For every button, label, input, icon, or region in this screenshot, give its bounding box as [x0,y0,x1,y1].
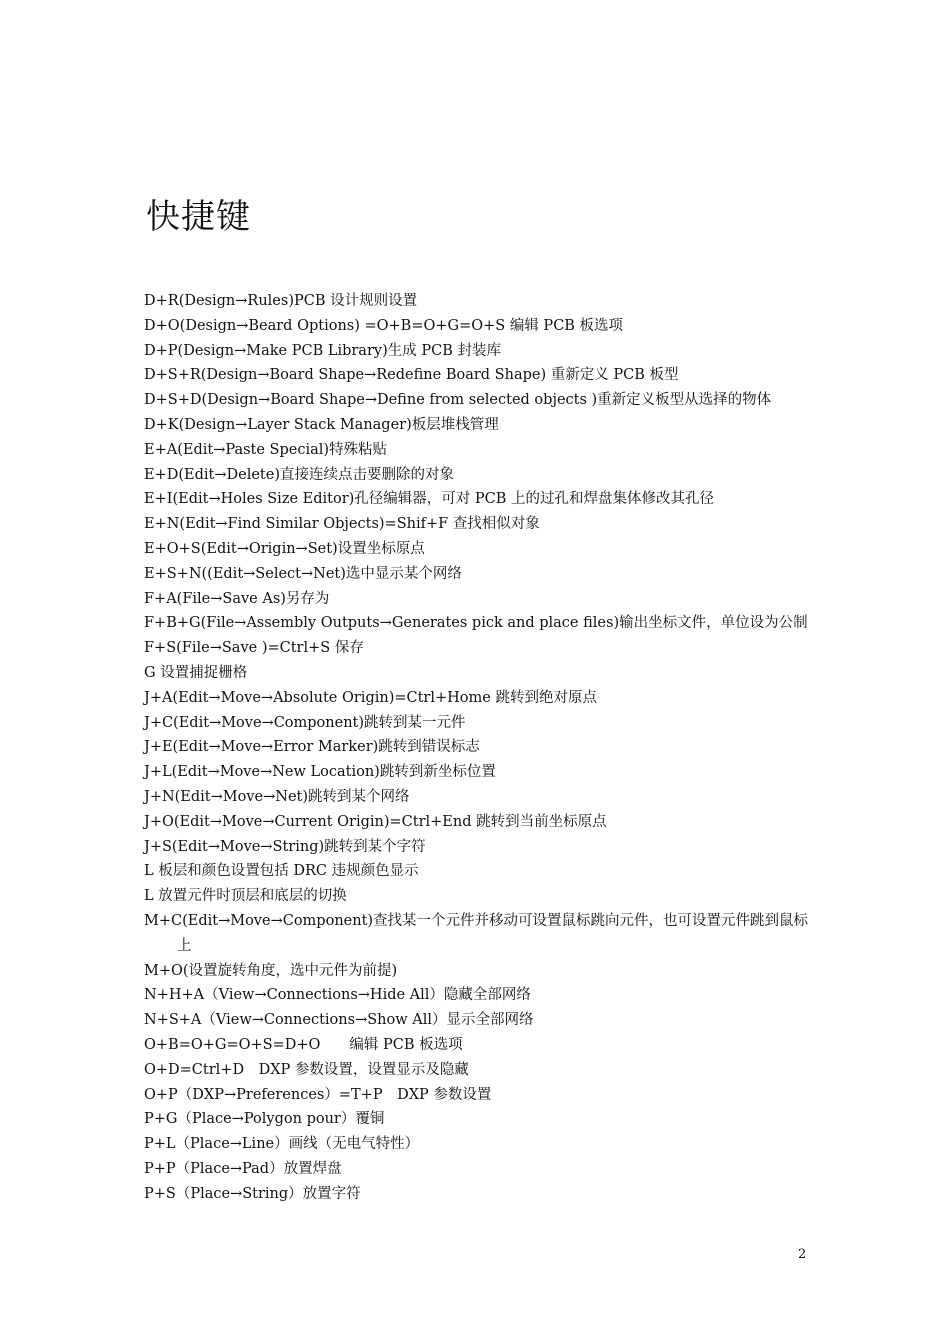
shortcut-item: P+G（Place→Polygon pour）覆铜 [144,1111,385,1128]
shortcut-item: J+S(Edit→Move→String)跳转到某个字符 [144,838,426,855]
shortcut-item: F+S(File→Save )=Ctrl+S 保存 [144,640,364,657]
shortcut-item: L 放置元件时顶层和底层的切换 [144,888,347,905]
shortcut-item: J+L(Edit→Move→New Location)跳转到新坐标位置 [144,764,496,781]
shortcut-item: L 板层和颜色设置包括 DRC 违规颜色显示 [144,863,419,880]
shortcut-item: J+O(Edit→Move→Current Origin)=Ctrl+End 跳转到当前坐标原点 [144,813,607,830]
shortcut-item: E+O+S(Edit→Origin→Set)设置坐标原点 [144,540,425,557]
shortcut-list [144,289,820,1206]
shortcut-item: D+R(Design→Rules)PCB 设计规则设置 [144,293,418,309]
shortcut-item: M+C(Edit→Move→Component)查找某一个元件并移动可设置鼠标跳向元件，也可设置元件跳到鼠标上 [144,912,809,954]
shortcut-item: N+S+A（View→Connections→Show All）显示全部网络 [144,1012,534,1029]
shortcut-item: E+A(Edit→Paste Special)特殊粘贴 [144,441,388,458]
shortcut-item: J+N(Edit→Move→Net)跳转到某个网络 [144,788,410,805]
page-number: 2 [798,1247,807,1262]
shortcut-item: O+P（DXP→Preferences）=T+P DXP 参数设置 [144,1086,492,1103]
shortcut-item: G 设置捕捉栅格 [144,664,248,681]
shortcut-item: O+D=Ctrl+D DXP 参数设置，设置显示及隐藏 [144,1061,469,1078]
page-title: 快捷键 [146,197,251,237]
shortcut-item: M+O(设置旋转角度，选中元件为前提) [144,962,398,979]
shortcut-item: O+B=O+G=O+S=D+O 编辑 PCB 板选项 [144,1036,463,1053]
shortcut-item: D+S+R(Design→Board Shape→Redefine Board Shape) 重新定义 PCB 板型 [144,367,679,384]
shortcut-item: F+A(File→Save As)另存为 [144,590,330,607]
shortcut-item: D+K(Design→Layer Stack Manager)板层堆栈管理 [144,416,499,433]
shortcut-item: P+P（Place→Pad）放置焊盘 [144,1160,342,1177]
shortcut-item: J+E(Edit→Move→Error Marker)跳转到错误标志 [144,739,480,756]
shortcut-item: E+N(Edit→Find Similar Objects)=Shif+F 查找相似对象 [144,516,540,533]
shortcut-item: D+S+D(Design→Board Shape→Define from selected objects )重新定义板型从选择的物体 [144,392,772,409]
shortcut-item: N+H+A（View→Connections→Hide All）隐藏全部网络 [144,987,531,1004]
shortcut-item: E+S+N((Edit→Select→Net)选中显示某个网络 [144,565,462,582]
shortcut-item: J+A(Edit→Move→Absolute Origin)=Ctrl+Home 跳转到绝对原点 [144,689,597,706]
shortcut-item: D+P(Design→Make PCB Library)生成 PCB 封装库 [144,342,501,359]
shortcut-item: P+S（Place→String）放置字符 [144,1185,361,1202]
shortcut-item: P+L（Place→Line）画线（无电气特性） [144,1136,420,1153]
shortcut-item: E+I(Edit→Holes Size Editor)孔径编辑器，可对 PCB 上的过孔和焊盘集体修改其孔径 [144,491,715,508]
shortcut-item: D+O(Design→Beard Options) =O+B=O+G=O+S 编辑 PCB 板选项 [144,317,624,334]
shortcut-item: F+B+G(File→Assembly Outputs→Generates pick and place files)输出坐标文件，单位设为公制 [144,615,808,632]
shortcut-item: J+C(Edit→Move→Component)跳转到某一元件 [144,714,466,731]
shortcut-item: E+D(Edit→Delete)直接连续点击要删除的对象 [144,466,454,483]
